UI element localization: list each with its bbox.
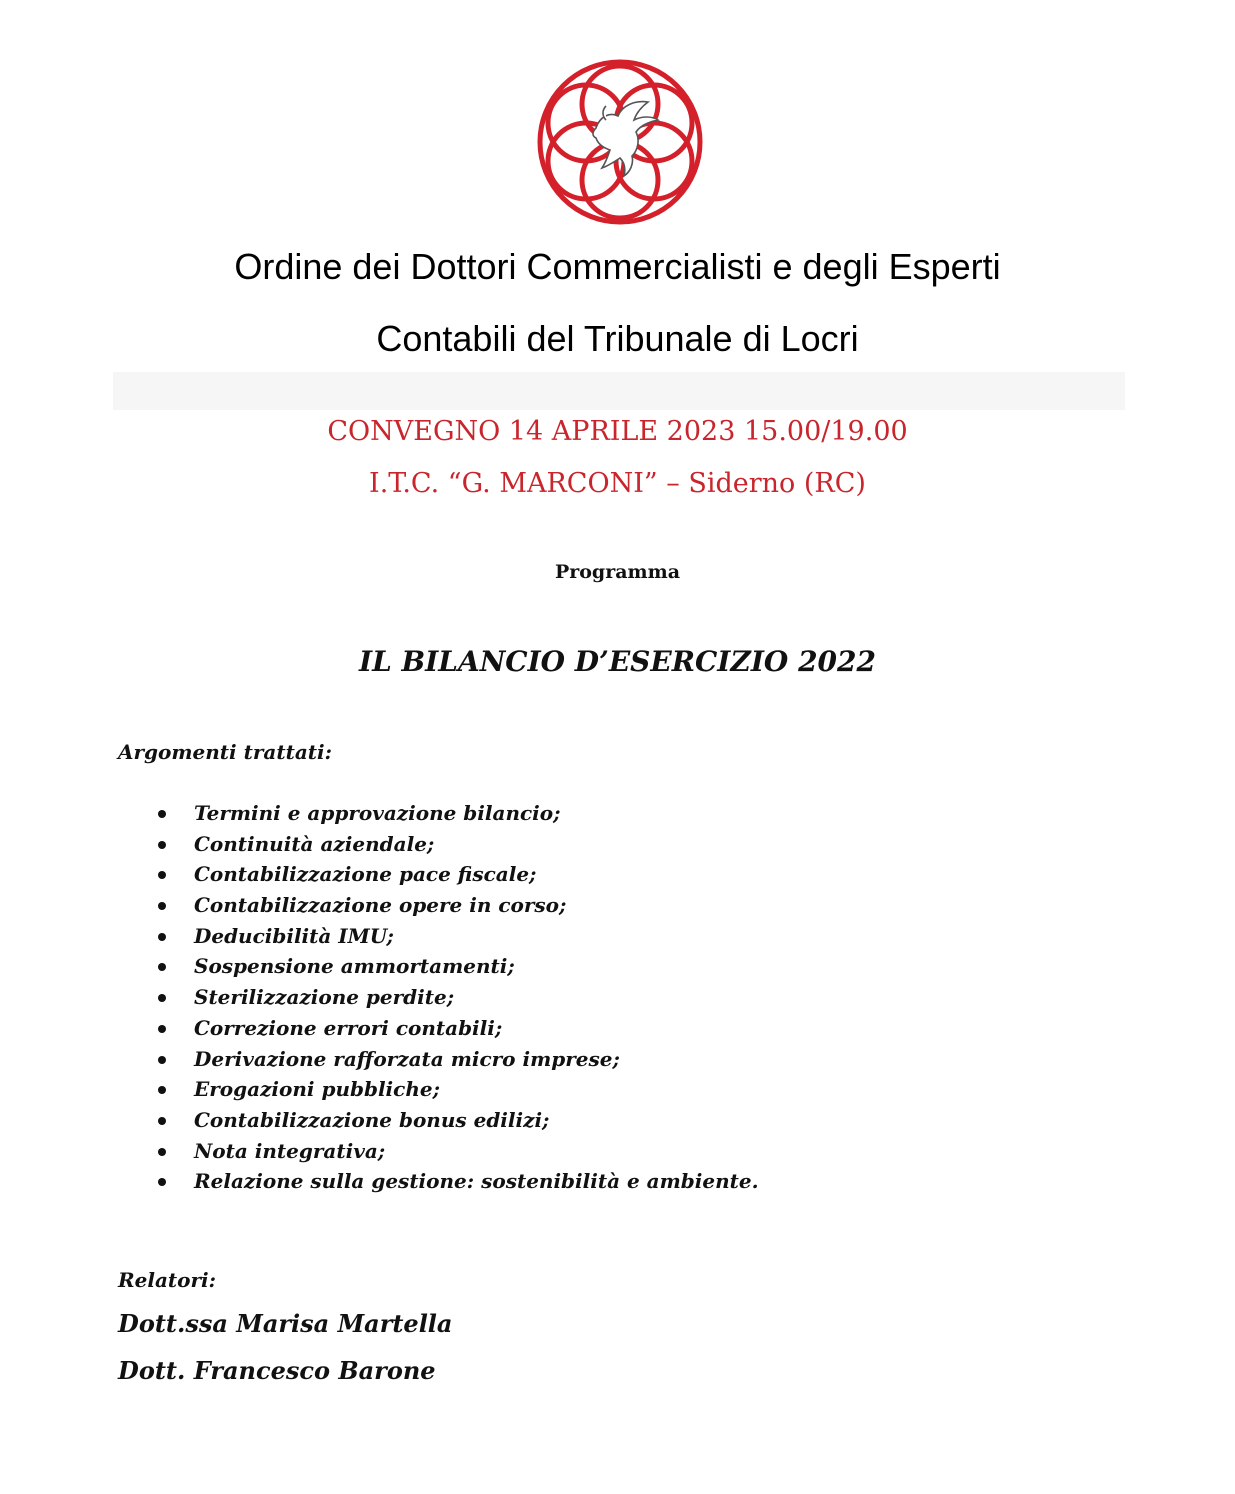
program-label: Programma (554, 561, 681, 583)
bullet-icon (158, 1025, 166, 1033)
speakers-heading: Relatori: (118, 1268, 216, 1292)
bullet-icon (158, 1056, 166, 1064)
event-venue: I.T.C. “G. MARCONI” – Siderno (RC) (369, 468, 866, 499)
document-title: IL BILANCIO D’ESERCIZIO 2022 (358, 645, 876, 678)
speaker-name: Dott. Francesco Barone (118, 1356, 436, 1385)
list-item: Sospensione ammortamenti; (118, 951, 759, 982)
list-item: Nota integrativa; (118, 1136, 759, 1167)
shaded-divider (113, 372, 1125, 410)
topics-heading: Argomenti trattati: (118, 740, 332, 764)
bullet-icon (158, 1148, 166, 1156)
bullet-icon (158, 810, 166, 818)
list-item: Contabilizzazione pace fiscale; (118, 859, 759, 890)
list-item: Derivazione rafforzata micro imprese; (118, 1044, 759, 1075)
organization-name-line1: Ordine dei Dottori Commercialisti e degli Esperti (234, 246, 1001, 287)
bullet-icon (158, 963, 166, 971)
bullet-icon (158, 841, 166, 849)
topics-list (118, 798, 759, 1197)
bullet-icon (158, 902, 166, 910)
list-item: Deducibilità IMU; (118, 921, 759, 952)
list-item: Relazione sulla gestione: sostenibilità e ambiente. (118, 1166, 759, 1197)
event-date-time: CONVEGNO 14 APRILE 2023 15.00/19.00 (327, 416, 908, 447)
bullet-icon (158, 1178, 166, 1186)
speaker-name: Dott.ssa Marisa Martella (118, 1309, 453, 1338)
bullet-icon (158, 871, 166, 879)
list-item: Correzione errori contabili; (118, 1013, 759, 1044)
list-item: Continuità aziendale; (118, 829, 759, 860)
bullet-icon (158, 1086, 166, 1094)
list-item: Sterilizzazione perdite; (118, 982, 759, 1013)
bullet-icon (158, 933, 166, 941)
bullet-icon (158, 994, 166, 1002)
bullet-icon (158, 1117, 166, 1125)
list-item: Erogazioni pubbliche; (118, 1074, 759, 1105)
list-item: Contabilizzazione opere in corso; (118, 890, 759, 921)
organization-name-line2: Contabili del Tribunale di Locri (376, 318, 859, 359)
list-item: Termini e approvazione bilancio; (118, 798, 759, 829)
list-item: Contabilizzazione bonus edilizi; (118, 1105, 759, 1136)
pegasus-emblem-icon (536, 56, 704, 228)
